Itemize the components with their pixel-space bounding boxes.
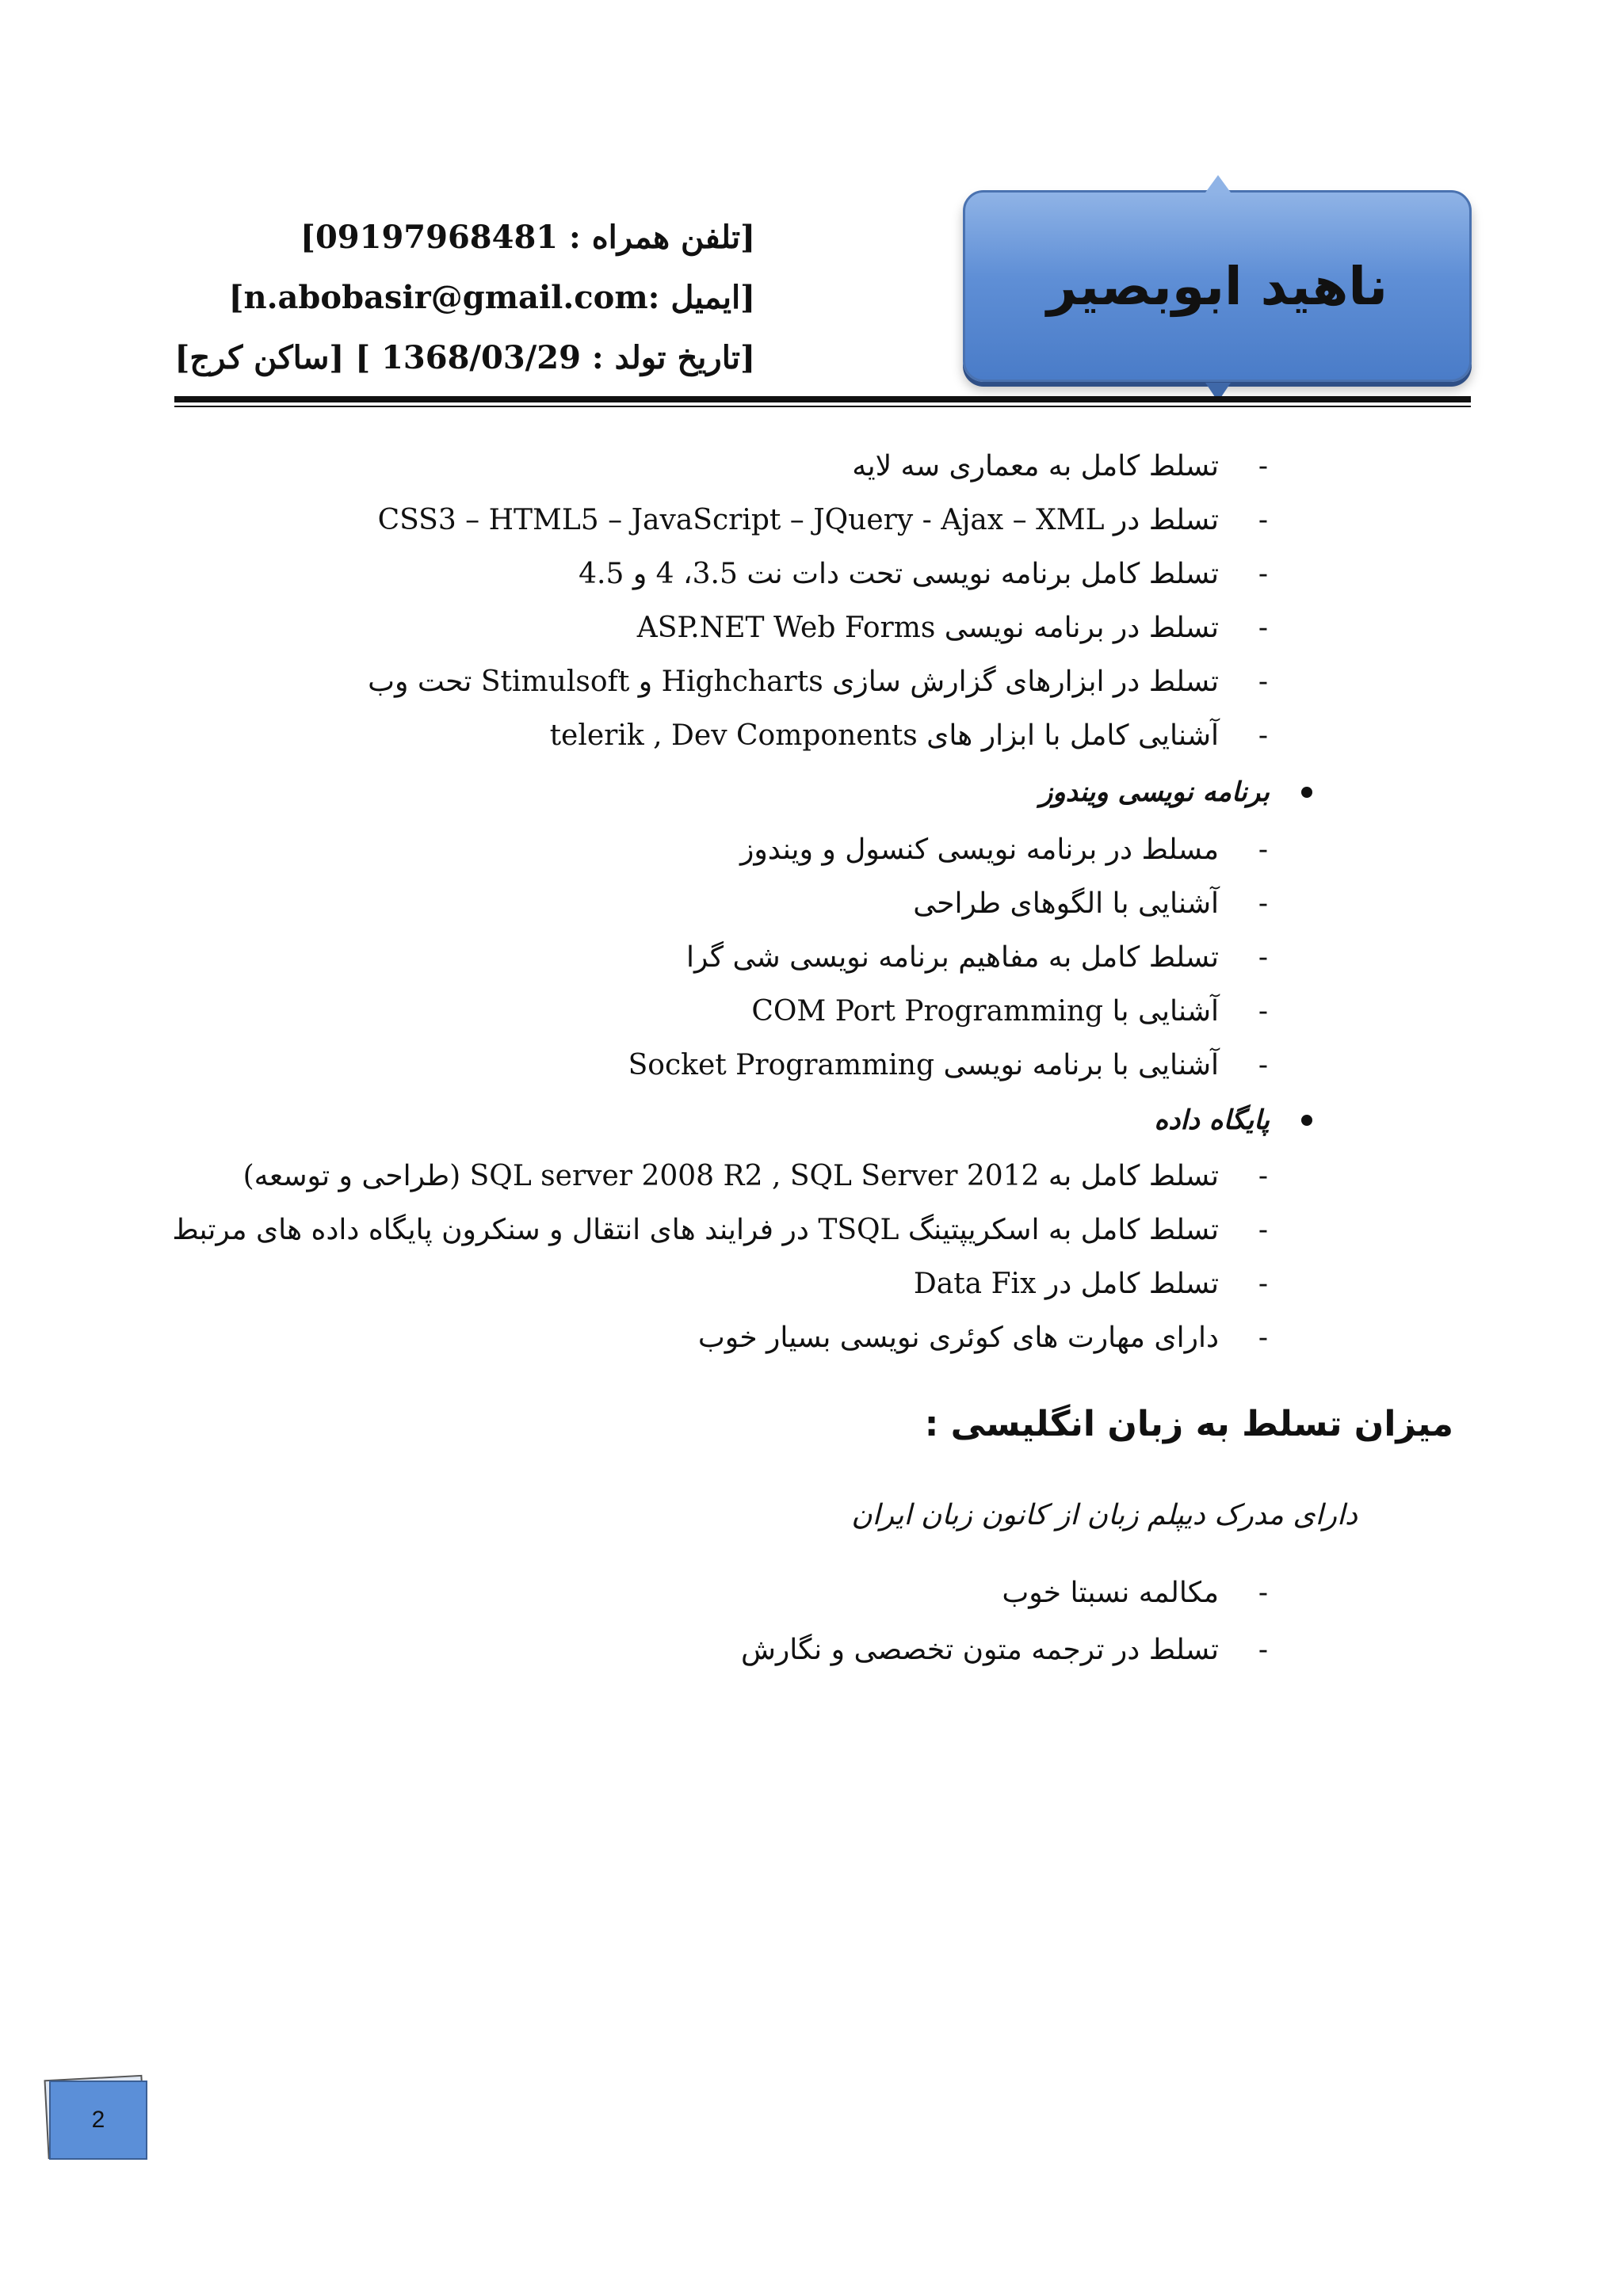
- dash-marker: -: [1258, 612, 1268, 644]
- english-certificate-note: دارای مدرک دیپلم زبان از کانون زبان ایران: [851, 1499, 1358, 1531]
- list-item: [913, 1268, 1268, 1300]
- page-number: 2: [49, 2081, 147, 2160]
- list-item-text: آشنایی با برنامه نویسی Socket Programming: [628, 1049, 1219, 1081]
- name-banner: [963, 190, 1472, 382]
- dash-marker: -: [1258, 1049, 1268, 1081]
- dash-marker: -: [1258, 719, 1268, 752]
- list-item: [740, 1634, 1268, 1666]
- birth-line: [تاریخ تولد : 1368/03/29 ] [ساکن کرج]: [174, 339, 755, 376]
- english-heading: میزان تسلط به زبان انگلیسی :: [924, 1404, 1453, 1444]
- bullet-icon: [1301, 787, 1312, 798]
- list-item: [751, 995, 1268, 1028]
- list-item-text: تسلط کامل به SQL server 2008 R2 , SQL Server 2012 (طراحی و توسعه): [242, 1160, 1219, 1192]
- dash-marker: -: [1258, 504, 1268, 536]
- dash-marker: -: [1258, 558, 1268, 590]
- list-item-text: تسلط در برنامه نویسی ASP.NET Web Forms: [636, 612, 1219, 644]
- list-item-text: آشنایی با COM Port Programming: [751, 995, 1219, 1028]
- cv-header: [0, 0, 1623, 412]
- section-title-windows: [1040, 776, 1312, 808]
- list-item: [368, 666, 1268, 698]
- list-item: [697, 1322, 1268, 1354]
- dash-marker: -: [1258, 1214, 1268, 1246]
- email-line: [ایمیل :n.abobasir@gmail.com]: [228, 279, 755, 316]
- dash-marker: -: [1258, 833, 1268, 866]
- contact-info: [42, 208, 755, 388]
- phone-line: [تلفن همراه : 09197968481]: [300, 219, 755, 256]
- list-item-text: آشنایی کامل با ابزار های telerik , Dev Components: [549, 719, 1219, 752]
- dash-marker: -: [1258, 1268, 1268, 1300]
- list-item-text: دارای مهارت های کوئری نویسی بسیار خوب: [697, 1322, 1219, 1354]
- list-item: [740, 833, 1268, 866]
- list-item-text: آشنایی با الگوهای طراحی: [913, 887, 1219, 920]
- dash-marker: -: [1258, 995, 1268, 1028]
- bullet-icon: [1301, 1115, 1312, 1126]
- list-item: [549, 719, 1268, 752]
- list-item-text: تسلط در CSS3 – HTML5 – JavaScript – JQuery - Ajax – XML: [377, 504, 1219, 536]
- list-item: [172, 1214, 1268, 1246]
- header-divider-thin: [174, 406, 1471, 407]
- list-item-text: تسلط در ترجمه متون تخصصی و نگارش: [740, 1634, 1219, 1666]
- list-item: [579, 558, 1268, 590]
- dash-marker: -: [1258, 1322, 1268, 1354]
- dash-marker: -: [1258, 1634, 1268, 1666]
- list-item-text: مکالمه نسبتا خوب: [1002, 1577, 1219, 1609]
- list-item-text: تسلط کامل برنامه نویسی تحت دات نت 3.5، 4 و 4.5: [579, 558, 1219, 590]
- dash-marker: -: [1258, 1160, 1268, 1192]
- list-item: [242, 1160, 1268, 1192]
- section-title-text: برنامه نویسی ویندوز: [1039, 776, 1270, 808]
- list-item: [377, 504, 1268, 536]
- list-item-text: تسلط کامل به مفاهیم برنامه نویسی شی گرا: [686, 941, 1219, 974]
- dash-marker: -: [1258, 887, 1268, 920]
- dash-marker: -: [1258, 666, 1268, 698]
- list-item-text: تسلط کامل در Data Fix: [913, 1268, 1219, 1300]
- list-item-text: تسلط کامل به اسکریپتینگ TSQL در فرایند های انتقال و سنکرون پایگاه داده های مرتبط: [172, 1214, 1219, 1246]
- list-item-text: تسلط در ابزارهای گزارش سازی Highcharts و Stimulsoft تحت وب: [368, 666, 1219, 698]
- list-item: [1002, 1577, 1268, 1609]
- dash-marker: -: [1258, 450, 1268, 482]
- header-divider-thick: [174, 396, 1471, 402]
- section-title-database: [1154, 1104, 1312, 1136]
- list-item-text: مسلط در برنامه نویسی کنسول و ویندوز: [740, 833, 1219, 866]
- dash-marker: -: [1258, 941, 1268, 974]
- page-number-badge: [46, 2077, 146, 2158]
- list-item: [628, 1049, 1268, 1081]
- list-item: [636, 612, 1268, 644]
- list-item: [852, 450, 1268, 482]
- list-item: [686, 941, 1268, 974]
- list-item-text: تسلط کامل به معماری سه لایه: [852, 450, 1219, 482]
- dash-marker: -: [1258, 1577, 1268, 1609]
- person-name: ناهید ابوبصیر: [1047, 255, 1388, 317]
- list-item: [913, 887, 1268, 920]
- section-title-text: پایگاه داده: [1154, 1104, 1270, 1136]
